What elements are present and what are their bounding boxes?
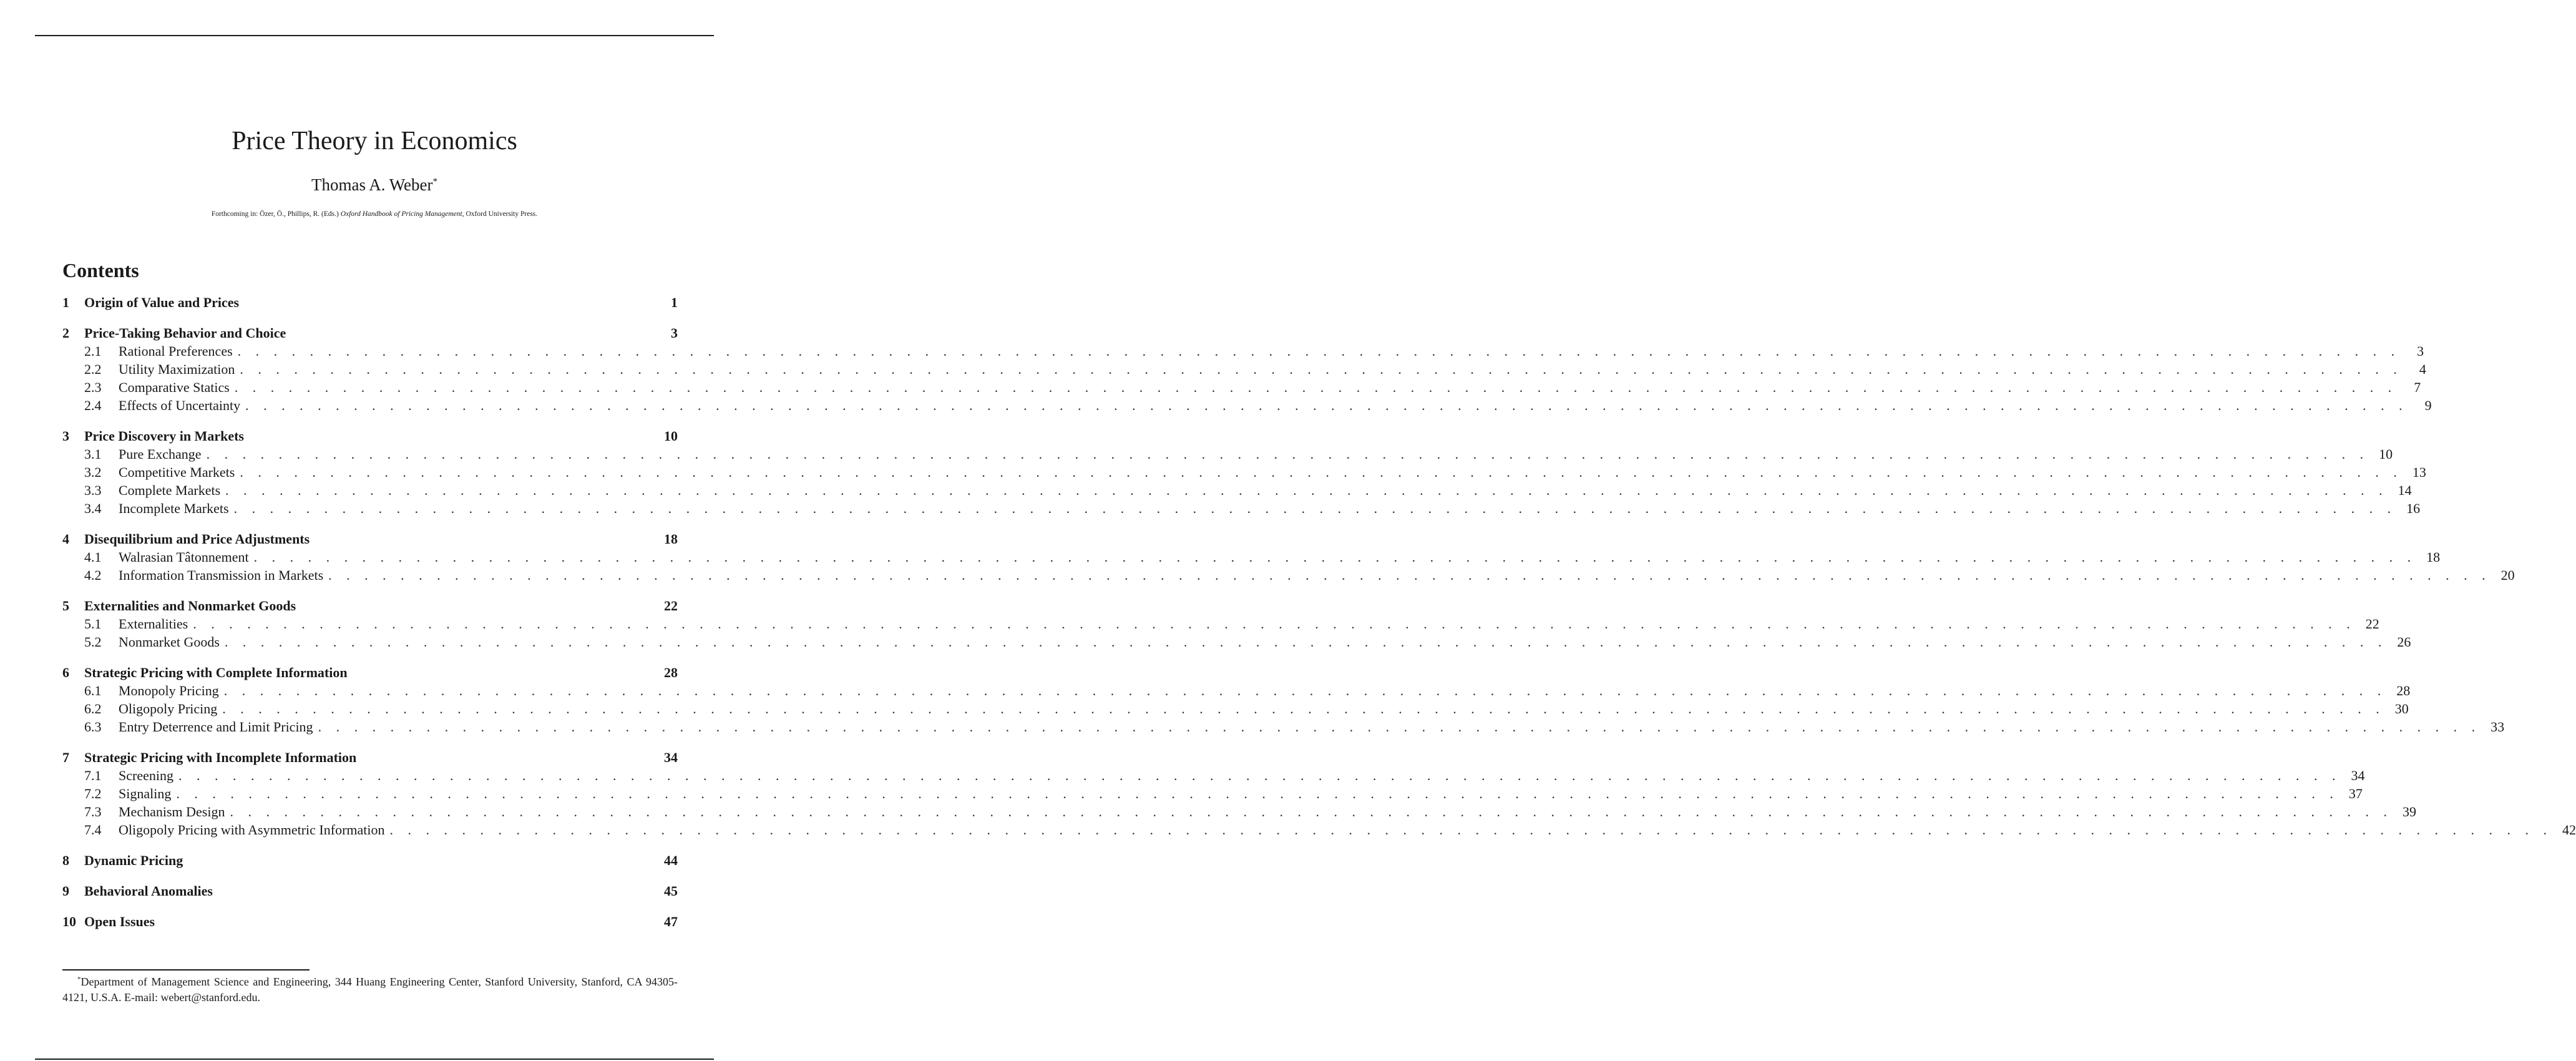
toc-subsection-number: 4.2 [84,567,102,583]
toc-subsection-title: Information Transmission in Markets [119,567,324,583]
toc-subsection-entry[interactable] [62,396,2432,414]
toc-section-entry[interactable] [62,293,678,311]
toc-subsection-entry[interactable] [62,615,2379,633]
forthcoming-book: Oxford Handbook of Pricing Management [340,210,462,218]
forthcoming-suffix: , Oxford University Press. [462,210,538,218]
toc-subsection-number: 6.3 [84,719,102,735]
toc-section [62,530,2515,584]
toc-subsection-number: 2.2 [84,361,102,377]
toc-subsection-title: Nonmarket Goods [119,634,220,650]
toc-subsection-entry[interactable] [62,342,2424,360]
footnote-mark: * [77,975,81,983]
toc-subsection-page: 3 [2417,343,2424,359]
toc-subsection-title: Mechanism Design [119,804,225,819]
toc-section-entry[interactable] [62,748,678,766]
toc-section-title: Dynamic Pricing [84,853,183,868]
author-footnote-mark: * [432,177,438,187]
toc-subsection-entry[interactable] [62,378,2421,396]
toc-section-title: Externalities and Nonmarket Goods [84,598,296,614]
toc-section-page: 28 [664,665,678,680]
title-block [0,124,749,219]
toc-dot-leader: . . . . . . . . . . . . . . . . . . . . . . . . . . . . . . . . . . . . . . . . . . . . . . . . . . . . . . . . . . . . . . . . . . . . . . . . . . . . . . . . . . . . . . . . . . . . . . . . . . . . . . . . . . . . . . . . . . . . . . . . [328,567,2491,583]
toc-subsection-number: 7.1 [84,768,102,783]
toc-subsection-page: 18 [2426,549,2441,565]
toc-section-title: Open Issues [84,914,155,929]
toc-section-entry[interactable] [62,427,678,445]
toc-section-page: 18 [664,531,678,547]
toc-subsection-number: 6.2 [84,701,102,716]
toc-subsection-entry[interactable] [62,548,2441,566]
toc-subsection-number: 5.1 [84,616,102,632]
toc-subsection-entry[interactable] [62,785,2363,803]
toc-subsection-entry[interactable] [62,360,2426,378]
toc-subsection-number: 3.2 [84,464,102,480]
toc-section-entry[interactable] [62,912,678,931]
toc-subsection-entry[interactable] [62,463,2426,481]
contents-heading: Contents [62,259,139,281]
toc-subsection-entry[interactable] [62,566,2515,584]
toc-subsection-number: 7.2 [84,786,102,801]
top-rule [35,35,714,36]
toc-section-number: 4 [62,531,69,547]
toc-section-page: 10 [664,428,678,444]
toc-dot-leader: . . . . . . . . . . . . . . . . . . . . . . . . . . . . . . . . . . . . . . . . . . . . . . . . . . . . . . . . . . . . . . . . . . . . . . . . . . . . . . . . . . . . . . . . . . . . . . . . . . . . . . . . . . . . . . . . . . . . . . . . [225,482,2388,498]
toc-subsection-title: Competitive Markets [119,464,235,480]
toc-subsection-number: 6.1 [84,683,102,698]
toc-section-entry[interactable] [62,663,678,682]
forthcoming-prefix: Forthcoming in: Özer, Ö., Phillips, R. (Eds.) [211,210,339,218]
toc-dot-leader: . . . . . . . . . . . . . . . . . . . . . . . . . . . . . . . . . . . . . . . . . . . . . . . . . . . . . . . . . . . . . . . . . . . . . . . . . . . . . . . . . . . . . . . . . . . . . . . . . . . . . . . . . . . . . . . . . . . . . . . . [234,379,2398,395]
toc-subsection-entry[interactable] [62,803,2416,821]
toc-section-number: 1 [62,295,69,310]
toc-subsection-number: 2.4 [84,398,102,413]
toc-subsection-page: 33 [2491,719,2505,735]
toc-dot-leader: . . . . . . . . . . . . . . . . . . . . . . . . . . . . . . . . . . . . . . . . . . . . . . . . . . . . . . . . . . . . . . . . . . . . . . . . . . . . . . . . . . . . . . . . . . . . . . . . . . . . . . . . . . . . . . . . . . . . . . . . [237,343,2401,359]
toc-section-number: 9 [62,883,69,899]
toc-subsection-number: 5.2 [84,634,102,650]
toc-section-entry[interactable] [62,597,678,615]
toc-subsection-page: 14 [2398,482,2412,498]
toc-subsection-page: 30 [2394,701,2409,716]
toc-subsection-title: Oligopoly Pricing with Asymmetric Information [119,822,385,838]
toc-dot-leader: . . . . . . . . . . . . . . . . . . . . . . . . . . . . . . . . . . . . . . . . . . . . . . . . . . . . . . . . . . . . . . . . . . . . . . . . . . . . . . . . . . . . . . . . . . . . . . . . . . . . . . . . . . . . . . . . . . . . . . . . [253,549,2417,565]
toc-subsection-title: Utility Maximization [119,361,235,377]
toc-section-entry[interactable] [62,882,678,900]
toc-subsection-page: 9 [2424,398,2432,413]
toc-section-page: 1 [671,295,678,310]
toc-subsection-page: 42 [2562,822,2576,838]
toc-subsection-page: 26 [2397,634,2411,650]
toc-dot-leader: . . . . . . . . . . . . . . . . . . . . . . . . . . . . . . . . . . . . . . . . . . . . . . . . . . . . . . . . . . . . . . . . . . . . . . . . . . . . . . . . . . . . . . . . . . . . . . . . . . . . . . . . . . . . . . . . . . . . . . . . [240,361,2403,377]
toc-subsection-entry[interactable] [62,633,2411,651]
toc-subsection-page: 28 [2396,683,2411,698]
toc-dot-leader: . . . . . . . . . . . . . . . . . . . . . . . . . . . . . . . . . . . . . . . . . . . . . . . . . . . . . . . . . . . . . . . . . . . . . . . . . . . . . . . . . . . . . . . . . . . . . . . . . . . . . . . . . . . . . . . . . . . . . . . . [389,822,2553,838]
toc-section-page: 44 [664,853,678,868]
toc-subsection-title: Screening [119,768,173,783]
toc-subsection-title: Incomplete Markets [119,501,229,516]
toc-section [62,597,2411,651]
toc-dot-leader: . . . . . . . . . . . . . . . . . . . . . . . . . . . . . . . . . . . . . . . . . . . . . . . . . . . . . . . . . . . . . . . . . . . . . . . . . . . . . . . . . . . . . . . . . . . . . . . . . . . . . . . . . . . . . . . . . . . . . . . . [206,446,2369,462]
toc-subsection-page: 7 [2414,379,2421,395]
toc-section-number: 6 [62,665,69,680]
toc-section-entry[interactable] [62,530,678,548]
toc-section-page: 3 [671,325,678,341]
table-of-contents [62,256,2576,931]
toc-list [62,293,2576,931]
toc-section [62,748,2576,839]
toc-subsection-entry[interactable] [62,700,2409,718]
toc-subsection-number: 7.4 [84,822,102,838]
toc-dot-leader: . . . . . . . . . . . . . . . . . . . . . . . . . . . . . . . . . . . . . . . . . . . . . . . . . . . . . . . . . . . . . . . . . . . . . . . . . . . . . . . . . . . . . . . . . . . . . . . . . . . . . . . . . . . . . . . . . . . . . . . . [193,616,2356,632]
toc-section-title: Price-Taking Behavior and Choice [84,325,286,341]
toc-subsection-entry[interactable] [62,481,2412,499]
toc-section-number: 8 [62,853,69,868]
toc-section-number: 10 [62,914,76,929]
toc-subsection-page: 39 [2402,804,2416,819]
toc-dot-leader: . . . . . . . . . . . . . . . . . . . . . . . . . . . . . . . . . . . . . . . . . . . . . . . . . . . . . . . . . . . . . . . . . . . . . . . . . . . . . . . . . . . . . . . . . . . . . . . . . . . . . . . . . . . . . . . . . . . . . . . . [224,634,2388,650]
toc-section-title: Behavioral Anomalies [84,883,213,899]
toc-section [62,324,2432,414]
toc-subsection-title: Monopoly Pricing [119,683,219,698]
toc-subsection-entry[interactable] [62,821,2576,839]
toc-subsection-number: 3.1 [84,446,102,462]
toc-subsection-entry[interactable] [62,499,2421,517]
toc-subsection-page: 37 [2348,786,2363,801]
toc-subsection-page: 10 [2379,446,2393,462]
toc-section [62,293,678,311]
toc-section-title: Price Discovery in Markets [84,428,244,444]
toc-subsection-title: Comparative Statics [119,379,230,395]
toc-subsection-entry[interactable] [62,718,2505,736]
toc-subsection-title: Entry Deterrence and Limit Pricing [119,719,313,735]
toc-section [62,882,678,900]
paper-author [0,171,749,195]
toc-subsection-title: Walrasian Tâtonnement [119,549,249,565]
toc-dot-leader: . . . . . . . . . . . . . . . . . . . . . . . . . . . . . . . . . . . . . . . . . . . . . . . . . . . . . . . . . . . . . . . . . . . . . . . . . . . . . . . . . . . . . . . . . . . . . . . . . . . . . . . . . . . . . . . . . . . . . . . . [318,719,2481,735]
toc-subsection-title: Complete Markets [119,482,221,498]
toc-subsection-page: 22 [2365,616,2379,632]
toc-subsection-page: 16 [2406,501,2421,516]
forthcoming-note [0,209,749,219]
toc-subsection-title: Effects of Uncertainty [119,398,241,413]
toc-section-page: 47 [664,914,678,929]
toc-section-title: Origin of Value and Prices [84,295,240,310]
toc-section-entry[interactable] [62,324,678,342]
toc-subsection-number: 2.1 [84,343,102,359]
toc-section-page: 22 [664,598,678,614]
toc-subsection-title: Externalities [119,616,188,632]
toc-section [62,912,678,931]
footnote-text: Department of Management Science and Engineering, 344 Huang Engineering Center, Stanford University, Stanford, CA 94305-4121, U.S.A. E-mail: webert@stanford.edu. [62,975,678,1004]
toc-dot-leader: . . . . . . . . . . . . . . . . . . . . . . . . . . . . . . . . . . . . . . . . . . . . . . . . . . . . . . . . . . . . . . . . . . . . . . . . . . . . . . . . . . . . . . . . . . . . . . . . . . . . . . . . . . . . . . . . . . . . . . . . [245,398,2408,413]
toc-section-title: Strategic Pricing with Incomplete Information [84,750,357,765]
toc-subsection-page: 34 [2351,768,2365,783]
toc-dot-leader: . . . . . . . . . . . . . . . . . . . . . . . . . . . . . . . . . . . . . . . . . . . . . . . . . . . . . . . . . . . . . . . . . . . . . . . . . . . . . . . . . . . . . . . . . . . . . . . . . . . . . . . . . . . . . . . . . . . . . . . . [233,501,2397,516]
toc-subsection-title: Signaling [119,786,172,801]
toc-section [62,851,678,869]
toc-section-page: 45 [664,883,678,899]
footnote [62,972,678,1005]
footnote-rule [62,969,310,971]
toc-subsection-page: 20 [2500,567,2515,583]
toc-dot-leader: . . . . . . . . . . . . . . . . . . . . . . . . . . . . . . . . . . . . . . . . . . . . . . . . . . . . . . . . . . . . . . . . . . . . . . . . . . . . . . . . . . . . . . . . . . . . . . . . . . . . . . . . . . . . . . . . . . . . . . . . [222,701,2385,716]
toc-subsection-entry[interactable] [62,445,2393,463]
toc-subsection-number: 3.3 [84,482,102,498]
toc-subsection-number: 2.3 [84,379,102,395]
toc-section-page: 34 [664,750,678,765]
toc-subsection-page: 4 [2419,361,2426,377]
toc-subsection-entry[interactable] [62,766,2365,785]
toc-section-title: Disequilibrium and Price Adjustments [84,531,310,547]
bottom-rule [35,1059,714,1060]
toc-dot-leader: . . . . . . . . . . . . . . . . . . . . . . . . . . . . . . . . . . . . . . . . . . . . . . . . . . . . . . . . . . . . . . . . . . . . . . . . . . . . . . . . . . . . . . . . . . . . . . . . . . . . . . . . . . . . . . . . . . . . . . . . [176,786,2339,801]
toc-section-title: Strategic Pricing with Complete Information [84,665,348,680]
author-name: Thomas A. Weber [311,175,433,194]
toc-section [62,427,2426,517]
toc-section [62,663,2505,736]
toc-subsection-title: Rational Preferences [119,343,233,359]
toc-subsection-number: 7.3 [84,804,102,819]
toc-dot-leader: . . . . . . . . . . . . . . . . . . . . . . . . . . . . . . . . . . . . . . . . . . . . . . . . . . . . . . . . . . . . . . . . . . . . . . . . . . . . . . . . . . . . . . . . . . . . . . . . . . . . . . . . . . . . . . . . . . . . . . . . [240,464,2403,480]
toc-subsection-entry[interactable] [62,682,2411,700]
toc-section-number: 7 [62,750,69,765]
toc-section-number: 3 [62,428,69,444]
toc-subsection-title: Oligopoly Pricing [119,701,218,716]
toc-dot-leader: . . . . . . . . . . . . . . . . . . . . . . . . . . . . . . . . . . . . . . . . . . . . . . . . . . . . . . . . . . . . . . . . . . . . . . . . . . . . . . . . . . . . . . . . . . . . . . . . . . . . . . . . . . . . . . . . . . . . . . . . [230,804,2393,819]
toc-section-entry[interactable] [62,851,678,869]
toc-dot-leader: . . . . . . . . . . . . . . . . . . . . . . . . . . . . . . . . . . . . . . . . . . . . . . . . . . . . . . . . . . . . . . . . . . . . . . . . . . . . . . . . . . . . . . . . . . . . . . . . . . . . . . . . . . . . . . . . . . . . . . . . [178,768,2341,783]
toc-subsection-page: 13 [2412,464,2426,480]
toc-section-number: 2 [62,325,69,341]
toc-section-number: 5 [62,598,69,614]
toc-subsection-number: 4.1 [84,549,102,565]
toc-dot-leader: . . . . . . . . . . . . . . . . . . . . . . . . . . . . . . . . . . . . . . . . . . . . . . . . . . . . . . . . . . . . . . . . . . . . . . . . . . . . . . . . . . . . . . . . . . . . . . . . . . . . . . . . . . . . . . . . . . . . . . . . [223,683,2387,698]
toc-subsection-title: Pure Exchange [119,446,202,462]
toc-subsection-number: 3.4 [84,501,102,516]
paper-title: Price Theory in Economics [232,127,517,155]
